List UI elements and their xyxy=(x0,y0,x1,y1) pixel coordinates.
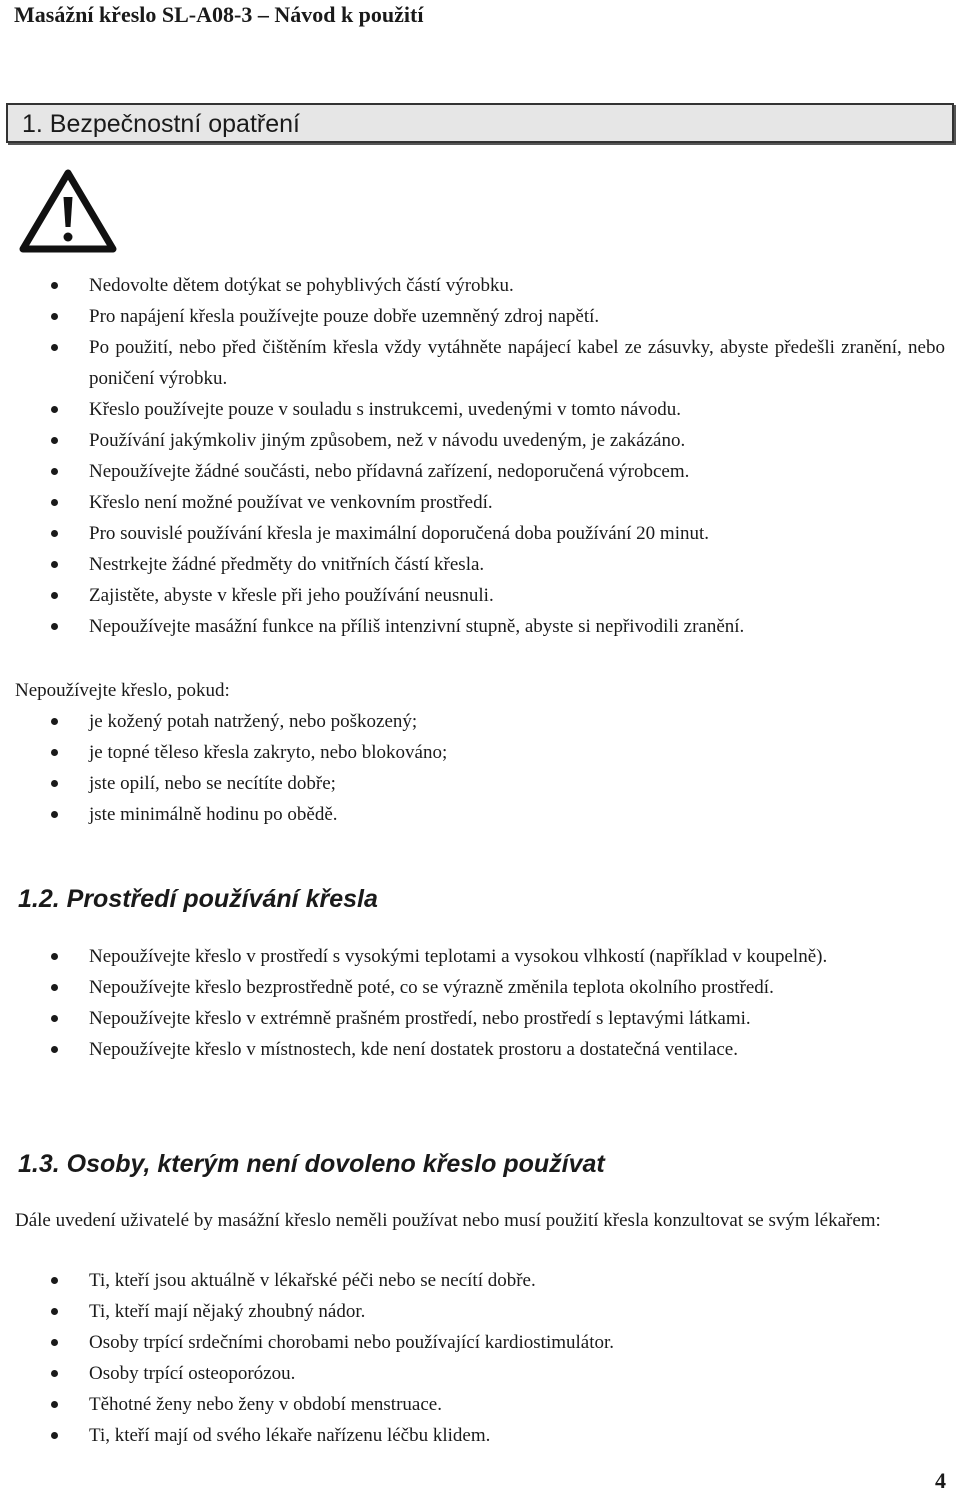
list-item: Pro napájení křesla používejte pouze dobře uzemněný zdroj napětí. xyxy=(0,301,960,332)
list-item: Osoby trpící osteoporózou. xyxy=(0,1358,960,1389)
list-item: Nepoužívejte křeslo bezprostředně poté, co se výrazně změnila teplota okolního prostředí. xyxy=(0,972,960,1003)
list-item: jste minimálně hodinu po obědě. xyxy=(0,799,960,830)
section-1-title: 1. Bezpečnostní opatření xyxy=(22,110,300,138)
list-item: Nedovolte dětem dotýkat se pohyblivých částí výrobku. xyxy=(0,270,960,301)
document-title: Masážní křeslo SL-A08-3 – Návod k použití xyxy=(14,2,424,27)
do-not-use-list xyxy=(0,706,960,830)
list-item: jste opilí, nebo se necítíte dobře; xyxy=(0,768,960,799)
list-item: Křeslo není možné používat ve venkovním prostředí. xyxy=(0,487,960,518)
list-item: Nepoužívejte křeslo v extrémně prašném prostředí, nebo prostředí s leptavými látkami. xyxy=(0,1003,960,1034)
list-item: Ti, kteří mají od svého lékaře nařízenu léčbu klidem. xyxy=(0,1420,960,1451)
page-number: 4 xyxy=(935,1468,946,1493)
list-item: Nepoužívejte křeslo v prostředí s vysokými teplotami a vysokou vlhkostí (například v koupelně). xyxy=(0,941,960,972)
list-item: Osoby trpící srdečními chorobami nebo používající kardiostimulátor. xyxy=(0,1327,960,1358)
list-item: Nepoužívejte žádné součásti, nebo přídavná zařízení, nedoporučená výrobcem. xyxy=(0,456,960,487)
environment-list xyxy=(0,941,960,1065)
list-item: Nestrkejte žádné předměty do vnitřních částí křesla. xyxy=(0,549,960,580)
list-item: Křeslo používejte pouze v souladu s instrukcemi, uvedenými v tomto návodu. xyxy=(0,394,960,425)
list-item: Nepoužívejte masážní funkce na příliš intenzivní stupně, abyste si nepřivodili zranění. xyxy=(0,611,960,642)
list-item: je topné těleso křesla zakryto, nebo blokováno; xyxy=(0,737,960,768)
restricted-persons-list xyxy=(0,1265,960,1451)
warning-triangle-icon xyxy=(17,167,119,257)
list-item: je kožený potah natržený, nebo poškozený; xyxy=(0,706,960,737)
list-item: Používání jakýmkoliv jiným způsobem, než v návodu uvedeným, je zakázáno. xyxy=(0,425,960,456)
section-1-3-intro: Dále uvedení uživatelé by masážní křeslo neměli používat nebo musí použití křesla konzultovat se svým lékařem: xyxy=(15,1210,881,1231)
list-item: Po použití, nebo před čištěním křesla vždy vytáhněte napájecí kabel ze zásuvky, abyste předešli zranění, nebo poničení výrobku. xyxy=(0,332,960,394)
section-1-header xyxy=(6,103,954,143)
list-item: Nepoužívejte křeslo v místnostech, kde není dostatek prostoru a dostatečná ventilace. xyxy=(0,1034,960,1065)
safety-rules-list xyxy=(0,270,960,642)
list-item: Ti, kteří jsou aktuálně v lékařské péči nebo se necítí dobře. xyxy=(0,1265,960,1296)
section-1-3-title: 1.3. Osoby, kterým není dovoleno křeslo používat xyxy=(18,1150,605,1178)
list-item: Zajistěte, abyste v křesle při jeho používání neusnuli. xyxy=(0,580,960,611)
do-not-use-intro: Nepoužívejte křeslo, pokud: xyxy=(15,680,230,701)
section-1-2-title: 1.2. Prostředí používání křesla xyxy=(18,885,378,913)
list-item: Pro souvislé používání křesla je maximální doporučená doba používání 20 minut. xyxy=(0,518,960,549)
list-item: Těhotné ženy nebo ženy v období menstruace. xyxy=(0,1389,960,1420)
list-item: Ti, kteří mají nějaký zhoubný nádor. xyxy=(0,1296,960,1327)
